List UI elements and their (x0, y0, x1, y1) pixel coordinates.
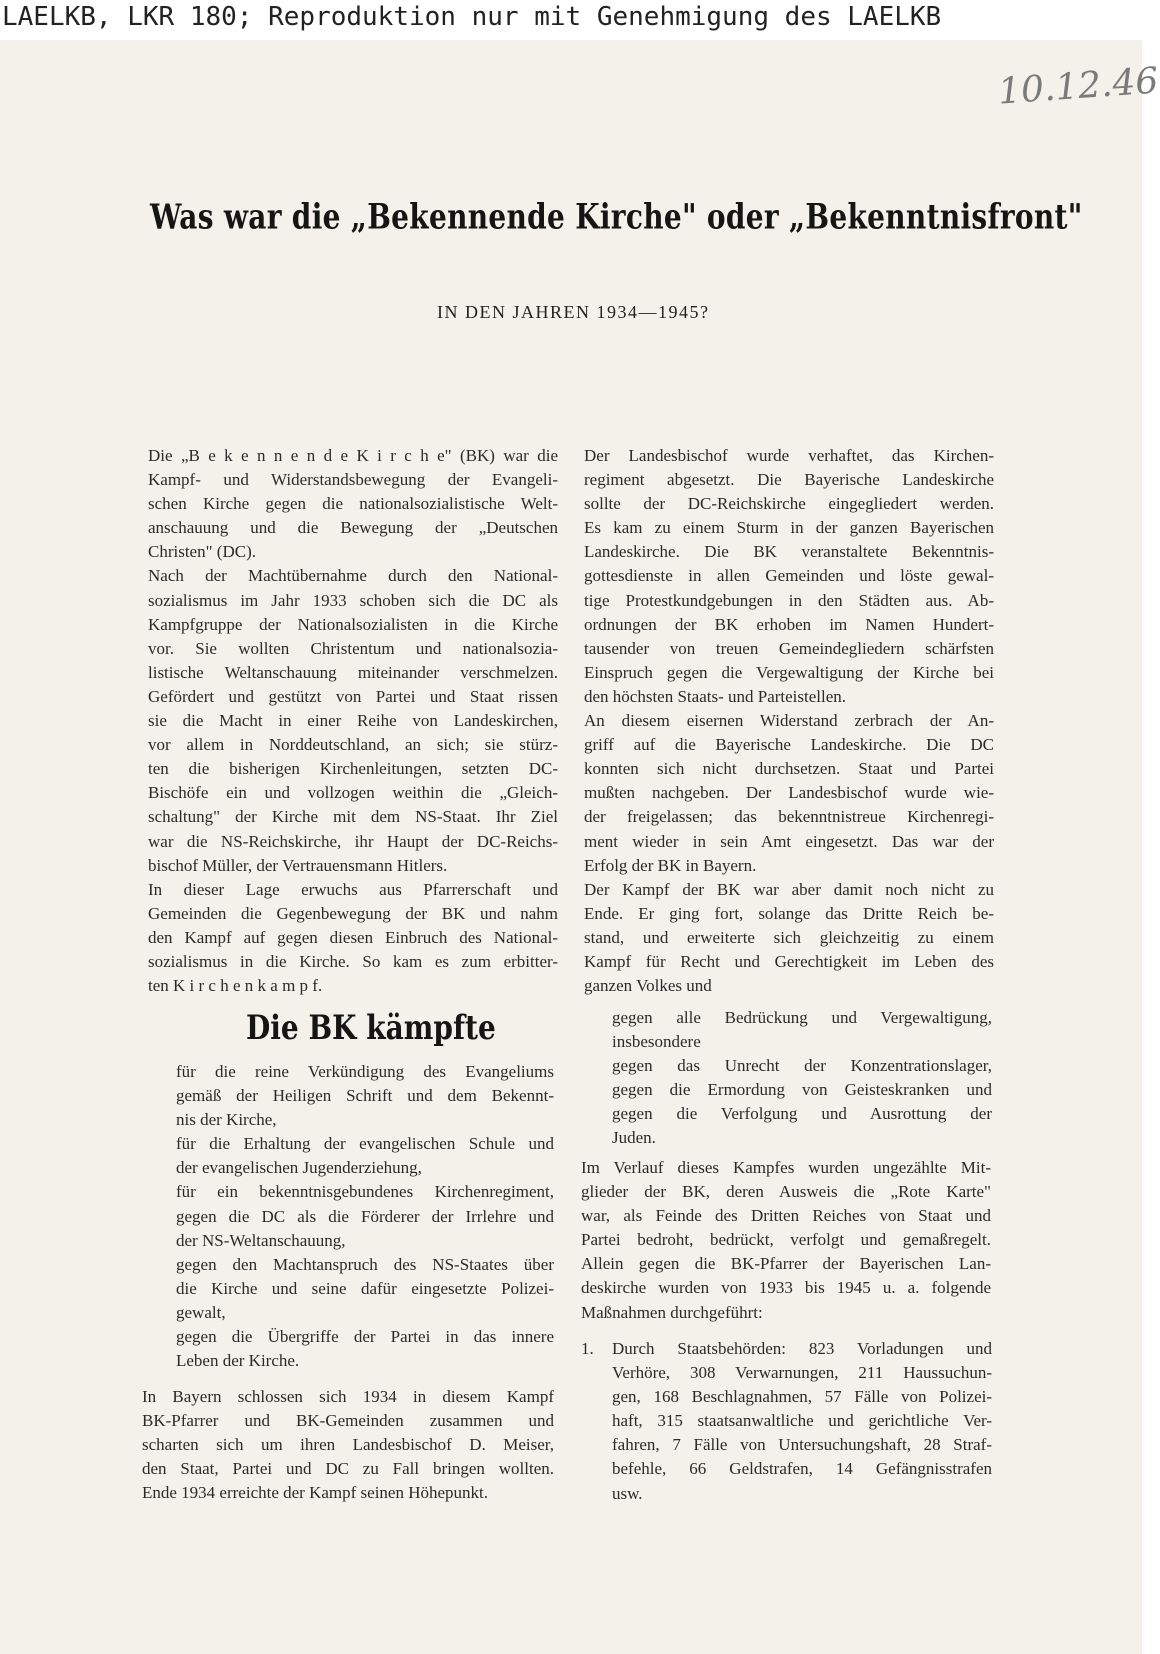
text-line: gegen die Verfolgung und Ausrottung der (612, 1104, 992, 1124)
text-line: der evangelischen Jugenderziehung, (176, 1158, 422, 1178)
text-line: insbesondere (612, 1032, 701, 1052)
text-line: Bischöfe ein und vollzogen weithin die „Gleich- (148, 783, 558, 803)
text-line: konnten sich nicht durchsetzen. Staat und Partei (584, 759, 994, 779)
text-line: gen, 168 Beschlagnahmen, 57 Fälle von Polizei- (612, 1387, 992, 1407)
text-line: usw. (612, 1483, 643, 1503)
text-line: der NS-Weltanschauung, (176, 1230, 346, 1250)
text-line: gegen die Übergriffe der Partei in das innere (176, 1327, 554, 1347)
page-subtitle: IN DEN JAHREN 1934—1945? (437, 302, 710, 322)
text-line: In Bayern schlossen sich 1934 in diesem Kampf (142, 1387, 554, 1406)
text-line: Leben der Kirche. (176, 1351, 300, 1371)
text-line: die Kirche und seine dafür eingesetzte Polizei- (176, 1278, 554, 1298)
left-column-list (176, 1060, 554, 1373)
text-line: für die Erhaltung der evangelischen Schule und (176, 1134, 554, 1154)
text-line: Erfolg der BK in Bayern. (584, 855, 757, 875)
text-line: griff auf die Bayerische Landeskirche. Die DC (584, 735, 994, 755)
text-line: Ende 1934 erreichte der Kampf seinen Höhepunkt. (142, 1483, 489, 1503)
text-line: sozialismus im Jahr 1933 schoben sich die DC als (148, 590, 558, 610)
text-line: Einspruch gegen die Vergewaltigung der Kirche bei (584, 662, 994, 682)
text-line: Durch Staatsbehörden: 823 Vorladungen und (612, 1339, 992, 1358)
text-line: ten K i r c h e n k a m p f. (148, 976, 323, 996)
text-line: nis der Kirche, (176, 1110, 277, 1130)
text-line: ten die bisherigen Kirchenleitungen, setzten DC- (148, 759, 558, 779)
text-line: Kampfgruppe der Nationalsozialisten in die Kirche (148, 614, 558, 634)
text-line: ordnungen der BK erhoben im Namen Hundert- (584, 614, 994, 634)
text-line: BK-Pfarrer und BK-Gemeinden zusammen und (142, 1411, 554, 1431)
text-line: war, als Feinde des Dritten Reiches von Staat und (581, 1206, 991, 1226)
text-line: der freigelassen; das bekenntnistreue Kirchenregi- (584, 807, 994, 827)
text-line: ganzen Volkes und (584, 976, 712, 996)
text-line: Der Kampf der BK war aber damit noch nicht zu (584, 879, 994, 899)
text-line: Die „B e k e n n e n d e K i r c h e" (BK) war die (148, 446, 558, 465)
text-line: Allein gegen die BK-Pfarrer der Bayerischen Lan- (581, 1254, 991, 1274)
section-heading-bk: Die BK kämpfte (246, 1008, 496, 1048)
archive-header: LAELKB, LKR 180; Reproduktion nur mit Genehmigung des LAELKB (0, 0, 1144, 40)
text-line: stand, und erweiterte sich gleichzeitig zu einem (584, 927, 994, 947)
text-line: bischof Müller, der Vertrauensmann Hitlers. (148, 855, 448, 875)
text-line: Es kam zu einem Sturm in der ganzen Bayerischen (584, 518, 994, 538)
text-line: für ein bekenntnisgebundenes Kirchenregiment, (176, 1182, 554, 1202)
text-line: Gefördert und gestützt von Partei und Staat rissen (148, 686, 558, 706)
text-line: Maßnahmen durchgeführt: (581, 1302, 763, 1322)
enumeration-number: 1. (581, 1339, 594, 1358)
text-line: Landeskirche. Die BK veranstaltete Bekenntnis- (584, 542, 994, 562)
text-line: den höchsten Staats- und Parteistellen. (584, 686, 847, 706)
text-line: Verhöre, 308 Verwarnungen, 211 Haussuchun- (612, 1363, 992, 1383)
text-line: gemäß der Heiligen Schrift und dem Bekennt- (176, 1086, 554, 1106)
text-line: den Kampf auf gegen diesen Einbruch des National- (148, 927, 558, 947)
text-line: sie die Macht in einer Reihe von Landeskirchen, (148, 711, 558, 731)
text-line: Der Landesbischof wurde verhaftet, das Kirchen- (584, 446, 994, 465)
text-line: Kampf- und Widerstandsbewegung der Evangeli- (148, 470, 558, 490)
text-line: befehle, 66 Geldstrafen, 14 Gefängnisstrafen (612, 1459, 992, 1479)
text-line: listische Weltanschauung miteinander verschmelzen. (148, 662, 558, 682)
left-column-bavaria (142, 1385, 554, 1505)
text-line: gegen die DC als die Förderer der Irrlehre und (176, 1206, 554, 1226)
text-line: anschauung und die Bewegung der „Deutschen (148, 518, 558, 538)
text-line: Partei bedroht, bedrückt, verfolgt und gemaßregelt. (581, 1230, 991, 1250)
text-line: für die reine Verkündigung des Evangeliums (176, 1062, 554, 1081)
page-title: Was war die „Bekennende Kirche" oder „Bekenntnisfront" (150, 196, 1083, 238)
text-line: tige Protestkundgebungen in den Städten aus. Ab- (584, 590, 994, 610)
text-line: gegen die Ermordung von Geisteskranken und (612, 1080, 992, 1100)
right-column-measures (581, 1156, 991, 1325)
handwritten-date: 10.12.46 (996, 60, 1160, 113)
text-line: haft, 315 staatsanwaltliche und gerichtliche Ver- (612, 1411, 992, 1431)
text-line: tausender von treuen Gemeindegliedern schärfsten (584, 638, 994, 658)
text-line: deskirche wurden von 1933 bis 1945 u. a. folgende (581, 1278, 991, 1298)
text-line: Kampf für Recht und Gerechtigkeit im Leben des (584, 951, 994, 971)
text-line: In dieser Lage erwuchs aus Pfarrerschaft und (148, 879, 558, 899)
text-line: vor. Sie wollten Christentum und nationalsozia- (148, 638, 558, 658)
text-line: Gemeinden die Gegenbewegung der BK und nahm (148, 903, 558, 923)
left-column-intro (148, 444, 558, 998)
text-line: gegen das Unrecht der Konzentrationslager, (612, 1056, 992, 1076)
text-line: war die NS-Reichskirche, ihr Haupt der DC-Reichs- (148, 831, 558, 851)
text-line: fahren, 7 Fälle von Untersuchungshaft, 28 Straf- (612, 1435, 992, 1455)
text-line: glieder der BK, deren Ausweis die „Rote Karte" (581, 1182, 991, 1202)
text-line: den Staat, Partei und DC zu Fall bringen wollten. (142, 1459, 554, 1479)
text-line: gottesdienste in allen Gemeinden und löste gewal- (584, 566, 994, 586)
text-line: Im Verlauf dieses Kampfes wurden ungezählte Mit- (581, 1158, 991, 1177)
text-line: Nach der Machtübernahme durch den National- (148, 566, 558, 586)
text-line: regiment abgesetzt. Die Bayerische Landeskirche (584, 470, 994, 490)
text-line: Christen" (DC). (148, 542, 256, 562)
text-line: sozialismus in die Kirche. So kam es zum erbitter- (148, 951, 558, 971)
text-line: gewalt, (176, 1302, 226, 1322)
text-line: schen Kirche gegen die nationalsozialistische Welt- (148, 494, 558, 514)
text-line: gegen den Machtanspruch des NS-Staates über (176, 1254, 554, 1274)
text-line: An diesem eisernen Widerstand zerbrach der An- (584, 711, 994, 731)
text-line: Ende. Er ging fort, solange das Dritte Reich be- (584, 903, 994, 923)
text-line: vor allem in Norddeutschland, an sich; sie stürz- (148, 735, 558, 755)
text-line: scharten sich um ihren Landesbischof D. Meiser, (142, 1435, 554, 1455)
text-line: Juden. (612, 1128, 656, 1148)
text-line: ment wieder in sein Amt eingesetzt. Das war der (584, 831, 994, 851)
right-column-enumeration (612, 1337, 992, 1506)
text-line: schaltung" der Kirche mit dem NS-Staat. Ihr Ziel (148, 807, 558, 827)
right-column-intro (584, 444, 994, 998)
text-line: sollte der DC-Reichskirche eingegliedert werden. (584, 494, 994, 514)
right-column-list (612, 1006, 992, 1151)
text-line: mußten nachgeben. Der Landesbischof wurde wie- (584, 783, 994, 803)
text-line: gegen alle Bedrückung und Vergewaltigung, (612, 1008, 992, 1027)
